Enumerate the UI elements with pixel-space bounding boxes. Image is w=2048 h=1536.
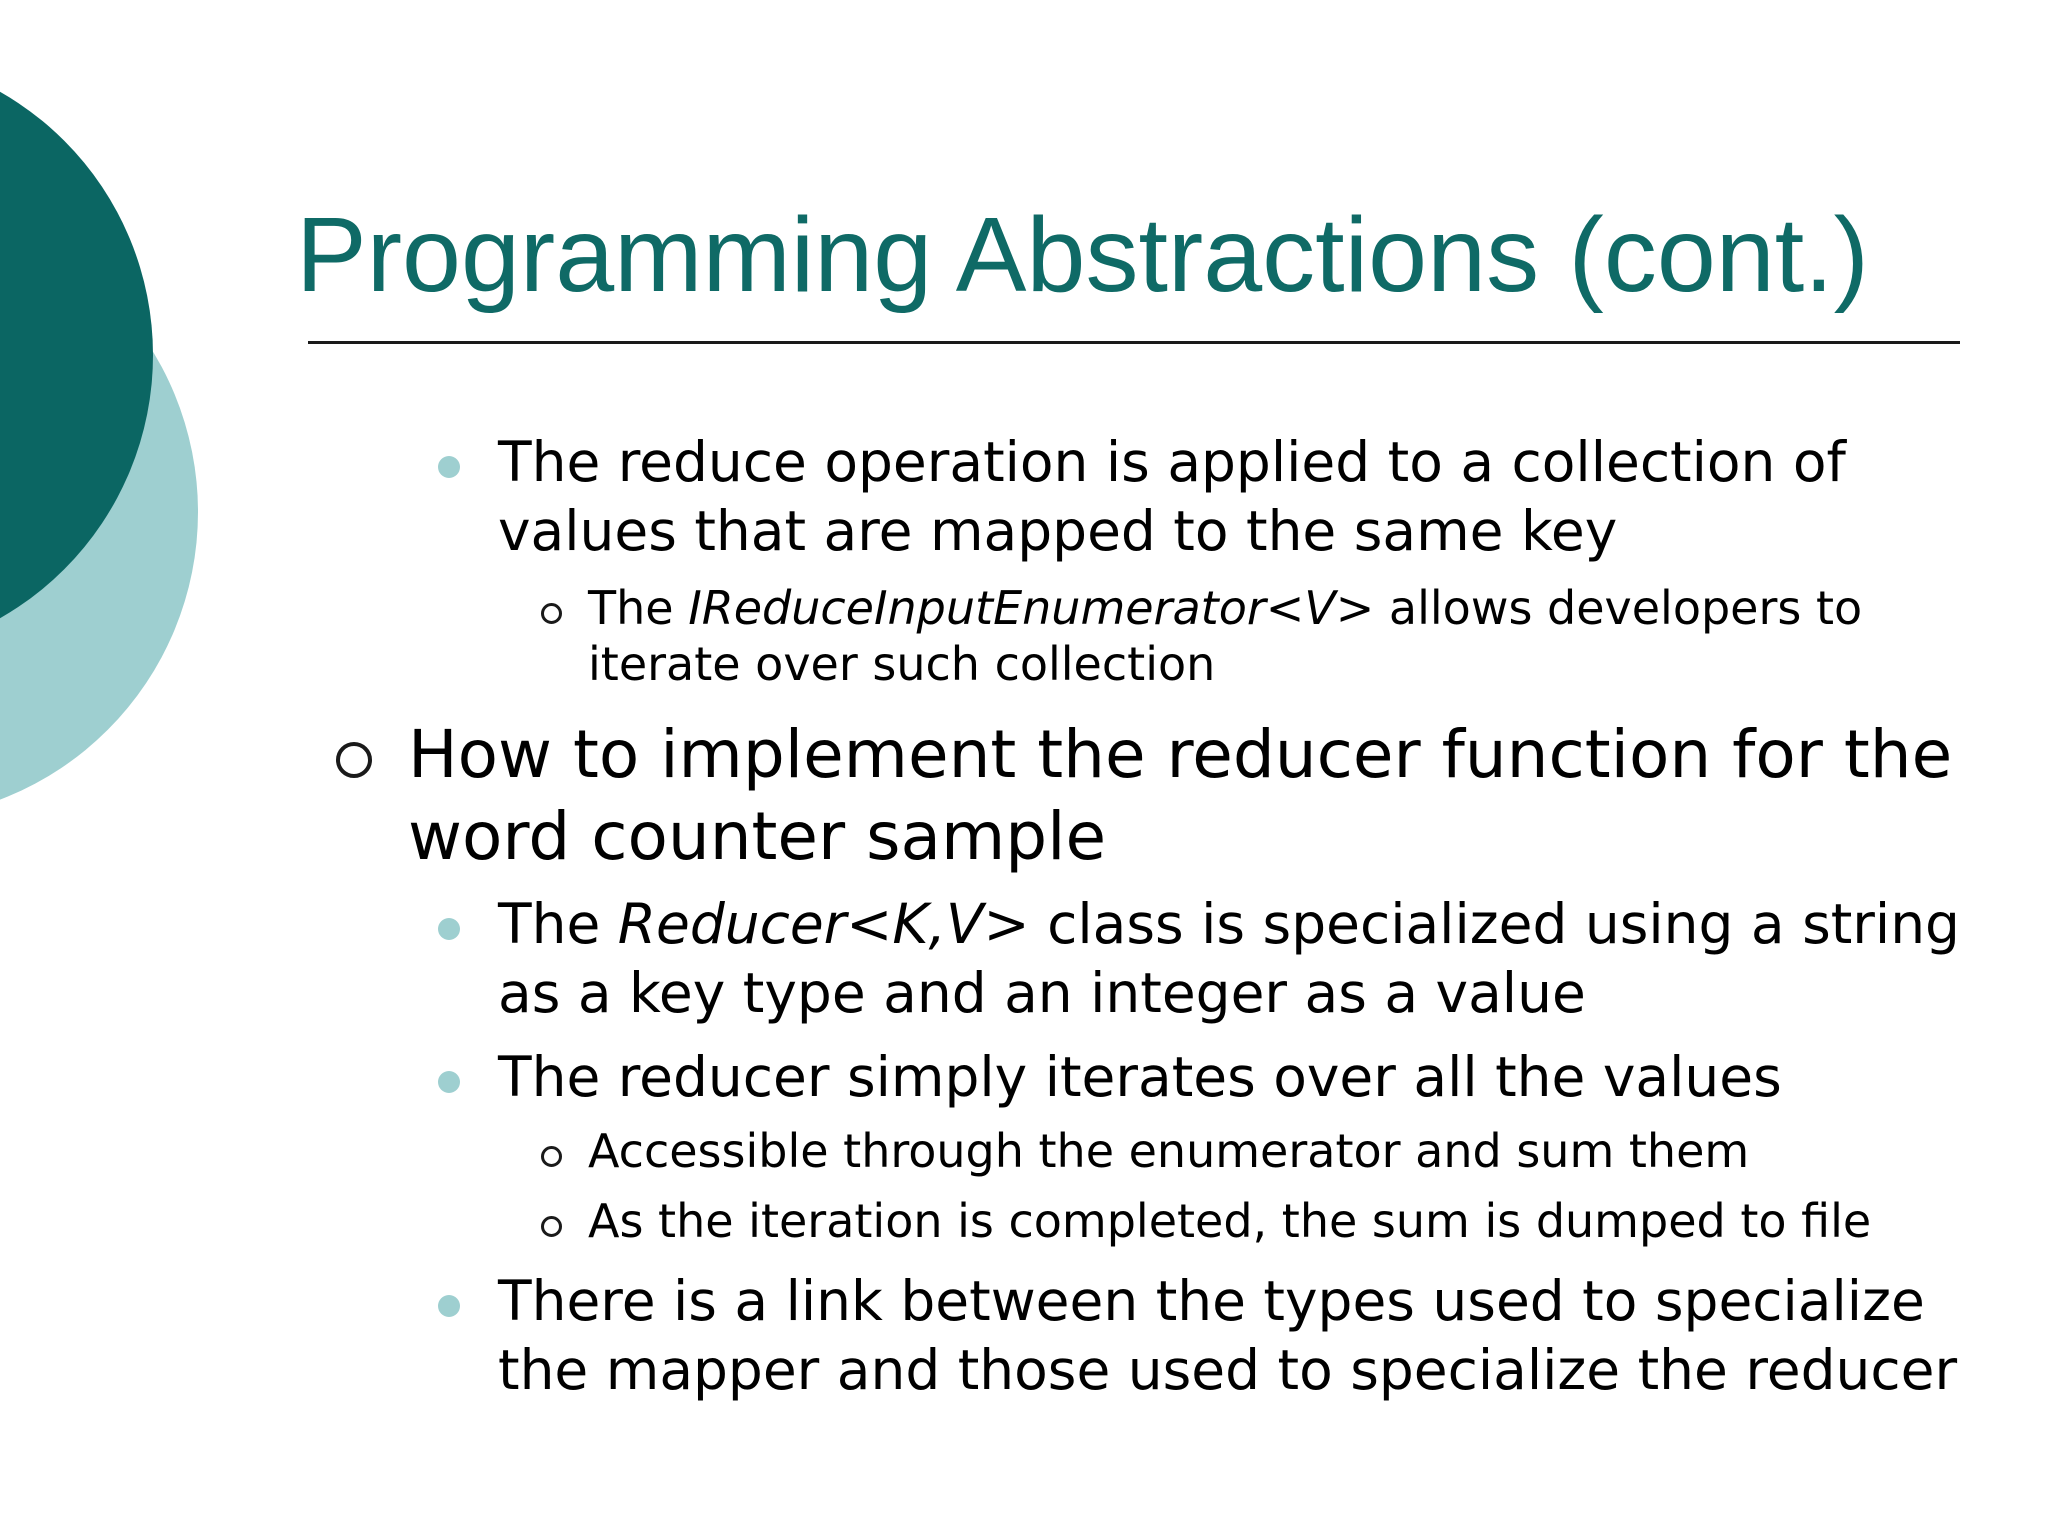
sub-bullet-ring (541, 603, 562, 624)
bullet-dot (438, 1071, 460, 1093)
bullet-dot (438, 918, 460, 940)
sub-bullet-ring (541, 1146, 562, 1167)
bullet-reducer-iterates: The reducer simply iterates over all the values (498, 1045, 1782, 1109)
text-segment: The (588, 581, 689, 635)
text-segment: class is specialized using a string as a key type and an integer as a value (498, 892, 1960, 1025)
text-segment: allows developers to iterate over such collection (588, 581, 1863, 691)
code-type-name: Reducer<K,V> (617, 892, 1030, 956)
title-divider (308, 341, 1960, 344)
sub-bullet-ring (541, 1216, 562, 1237)
sub-bullet-iteration-completed: As the iteration is completed, the sum is dumped to file (588, 1194, 1872, 1248)
text-segment: The (498, 892, 618, 956)
bullet-reducer-class (498, 890, 1968, 1028)
bullet-link-between-types: There is a link between the types used to specialize the mapper and those used to specialize the reducer (498, 1269, 1958, 1402)
bullet-dot (438, 456, 460, 478)
bullet-dot (438, 1295, 460, 1317)
sub-bullet-accessible: Accessible through the enumerator and sum them (588, 1124, 1750, 1178)
slide-title: Programming Abstractions (cont.) (296, 196, 1869, 314)
heading-bullet-ring (336, 742, 372, 778)
heading-bullet-implement-reducer: How to implement the reducer function for the word counter sample (408, 716, 1953, 875)
code-type-name: IReduceInputEnumerator<V> (688, 581, 1375, 635)
sub-bullet-enumerator (588, 580, 1968, 692)
decorative-circles (0, 0, 300, 860)
bullet-reduce-operation: The reduce operation is applied to a collection of values that are mapped to the same key (498, 430, 1846, 563)
